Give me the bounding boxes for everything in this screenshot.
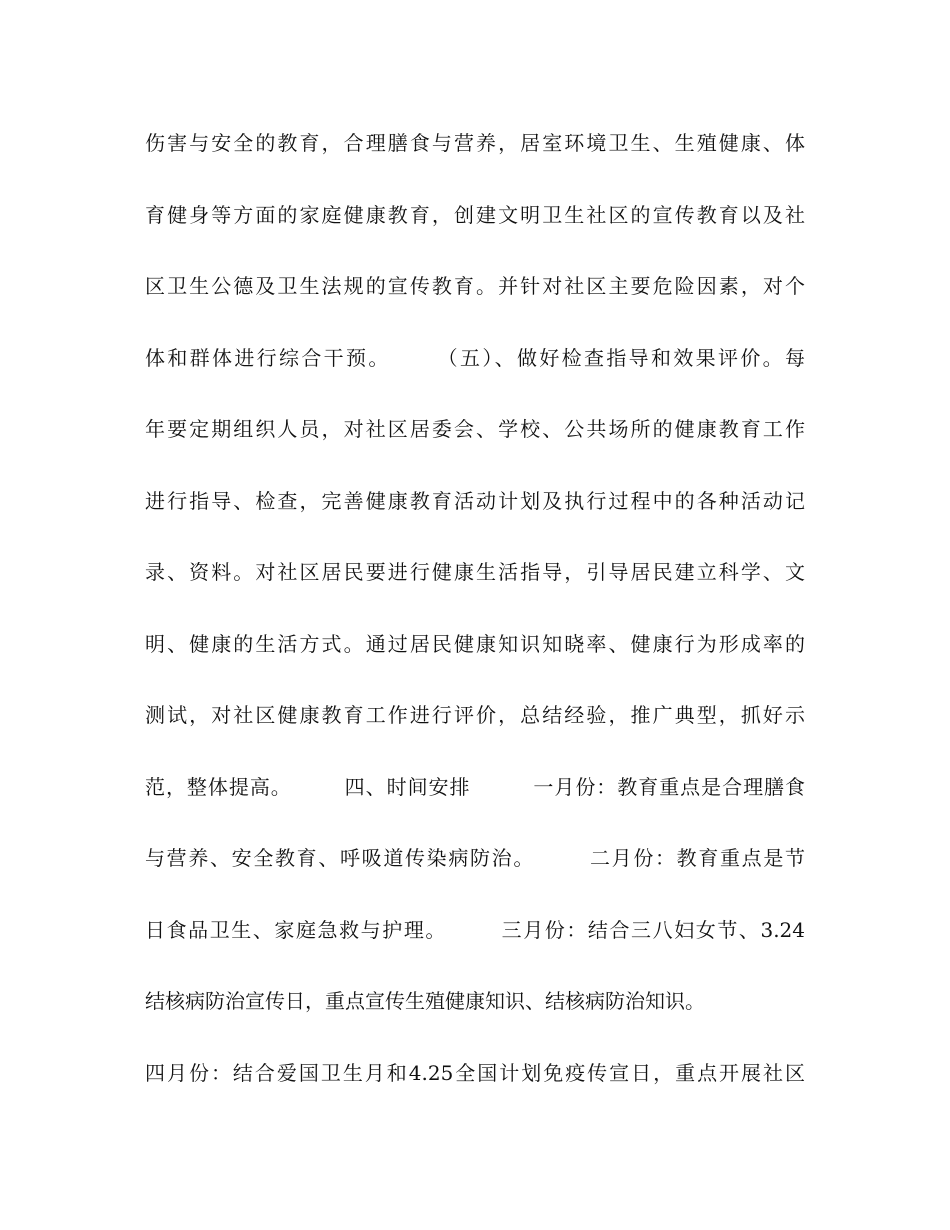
text-line: 范，整体提高。 四、时间安排 一月份：教育重点是合理膳食 — [145, 775, 805, 799]
text-line: 明、健康的生活方式。通过居民健康知识知晓率、健康行为形成率的 — [145, 632, 805, 656]
text-line: 测试，对社区健康教育工作进行评价，总结经验，推广典型，抓好示 — [145, 703, 805, 727]
text-line: 结核病防治宣传日，重点宣传生殖健康知识、结核病防治知识。 — [145, 989, 705, 1013]
text-line: 区卫生公德及卫生法规的宣传教育。并针对社区主要危险因素，对个 — [145, 274, 805, 298]
text-line: 日食品卫生、家庭急救与护理。 三月份：结合三八妇女节、3.24 — [145, 918, 805, 942]
text-line: 体和群体进行综合干预。 （五）、做好检查指导和效果评价。每 — [145, 346, 805, 370]
text-line: 与营养、安全教育、呼吸道传染病防治。 二月份：教育重点是节 — [145, 846, 805, 870]
text-line: 伤害与安全的教育，合理膳食与营养，居室环境卫生、生殖健康、体 — [145, 131, 805, 155]
text-line: 录、资料。对社区居民要进行健康生活指导，引导居民建立科学、文 — [145, 560, 805, 584]
text-line: 四月份：结合爱国卫生月和4.25全国计划免疫传宣日，重点开展社区 — [145, 1061, 805, 1085]
text-line: 育健身等方面的家庭健康教育，创建文明卫生社区的宣传教育以及社 — [145, 203, 805, 227]
text-line: 年要定期组织人员，对社区居委会、学校、公共场所的健康教育工作 — [145, 417, 805, 441]
text-line: 进行指导、检查，完善健康教育活动计划及执行过程中的各种活动记 — [145, 489, 805, 513]
